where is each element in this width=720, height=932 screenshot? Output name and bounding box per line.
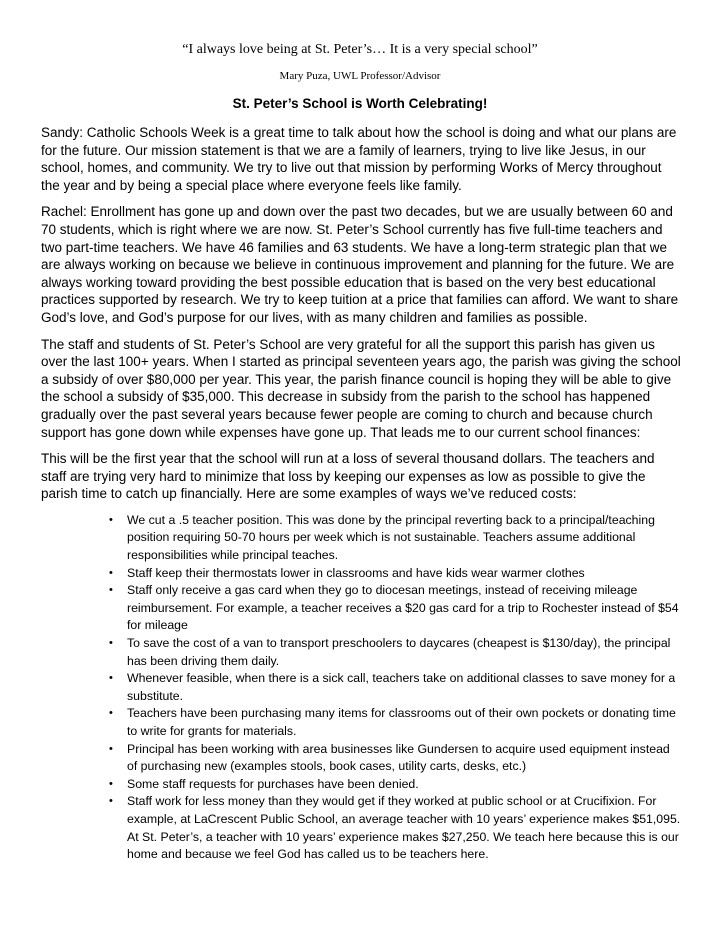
list-item [109,776,681,794]
bullet-icon: • [109,795,113,808]
cost-reduction-list [41,512,681,864]
paragraph-finances: This will be the first year that the school will run at a loss of several thousand dollars. The teachers and staff are trying very hard to minimize that loss by keeping our expenses as low as possible to give the parish time to catch up financially. Here are some examples of ways we’ve reduced costs: [41,451,655,502]
list-item [109,705,681,740]
list-item-text: Teachers have been purchasing many items for classrooms out of their own pockets or donating time to write for grants for materials. [127,706,676,738]
list-item [109,582,681,635]
list-item-text: Some staff requests for purchases have been denied. [127,776,419,791]
bullet-icon: • [109,584,113,597]
list-item [109,635,681,670]
paragraph-sandy: Sandy: Catholic Schools Week is a great time to talk about how the school is doing and what our plans are for the future. Our mission statement is that we are a family of learners, trying to live like Jesus, in our school, homes, and community. We try to live out that mission by performing Works of Mercy throughout the year and by being a special place where everyone feels like family. [41,125,677,193]
list-item [109,793,681,863]
bullet-icon: • [109,707,113,720]
paragraph-rachel: Rachel: Enrollment has gone up and down over the past two decades, but we are usually between 60 and 70 students, which is right where we are now. St. Peter’s School currently has five full-time teachers and two part-time teachers. We have 46 families and 63 students. We have a long-term strategic plan that we are always working on because we believe in continuous improvement and planning for the future. We are always working toward providing the best possible education that is based on the very best educational practices supported by research. We try to keep tuition at a price that families can afford. We want to share God’s love, and God’s purpose for our lives, with as many children and families as possible. [41,204,679,325]
list-item-text: Staff only receive a gas card when they go to diocesan meetings, instead of receiving mileage reimbursement. For example, a teacher receives a $20 gas card for a trip to Rochester instead of $54 for mileage [127,583,679,633]
bullet-icon: • [109,566,113,579]
list-item-text: To save the cost of a van to transport preschoolers to daycares (cheapest is $130/day), the principal has been driving them daily. [127,636,671,668]
list-item [109,565,681,583]
list-item-text: Whenever feasible, when there is a sick call, teachers take on additional classes to save money for a substitute. [127,671,676,703]
document-title: St. Peter’s School is Worth Celebrating! [232,96,488,111]
header-quote: “I always love being at St. Peter’s… It is a very special school” [182,42,538,57]
list-item-text: Staff work for less money than they would get if they worked at public school or at Crucifixion. For example, at LaCrescent Public School, an average teacher with 10 years’ experience makes $51,095. At St. Peter’s, a teacher with 10 years’ experience makes $27,250. We teach here because this is our home and because we feel God has called us to be teachers here. [127,794,681,862]
bullet-icon: • [109,777,113,790]
list-item [109,741,681,776]
article-body [41,124,681,864]
list-item-text: Principal has been working with area businesses like Gundersen to acquire used equipment instead of purchasing new (examples stools, book cases, utility carts, desks, etc.) [127,741,670,774]
bullet-icon: • [109,742,113,755]
list-item-text: Staff keep their thermostats lower in classrooms and have kids wear warmer clothes [127,565,585,580]
bullet-icon: • [109,513,113,526]
list-item-text: We cut a .5 teacher position. This was done by the principal reverting back to a principal/teaching position requiring 50-70 hours per week which is not sustainable. Teachers assume additional responsibilities while principal teaches. [127,512,655,563]
quote-attribution: Mary Puza, UWL Professor/Advisor [279,70,441,82]
list-item [109,512,681,565]
list-item [109,670,681,705]
bullet-icon: • [109,672,113,685]
paragraph-parish-support: The staff and students of St. Peter’s School are very grateful for all the support this parish has given us over the last 100+ years. When I started as principal seventeen years ago, the parish was giving the school a subsidy of over $80,000 per year. This year, the parish finance council is hoping they will be able to give the school a subsidy of $35,000. This decrease in subsidy from the parish to the school has happened gradually over the past several years because fewer people are coming to church and because church support has gone down while expenses have gone up. That leads me to our current school finances: [41,336,681,440]
bullet-icon: • [109,637,113,650]
